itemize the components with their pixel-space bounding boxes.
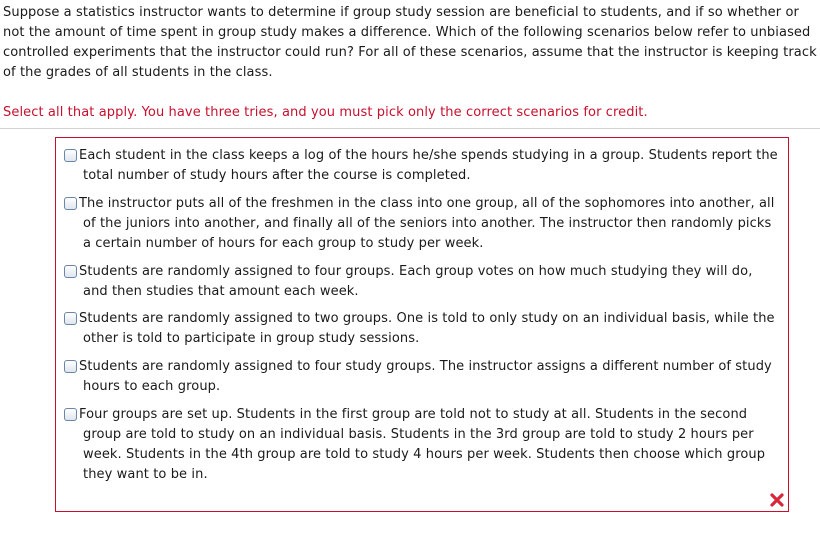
option-3-checkbox[interactable] [64,265,77,278]
instruction-text: Select all that apply. You have three tries, and you must pick only the correct scenarios for credit. [3,105,648,120]
option-2-checkbox[interactable] [64,197,77,210]
divider [0,128,820,129]
option-6-label: Four groups are set up. Students in the first group are told not to study at all. Students in the second group are told to study on an individual basis. Students in the 3rd group are told to study 2 hours per week. Students in the 4th group are told to study 4 hours per week. Students then choose which group they want to be in. [79,407,766,482]
option-6-checkbox[interactable] [64,408,77,421]
option-1[interactable] [64,146,780,186]
option-2[interactable] [64,194,780,254]
wrong-x-icon [770,493,784,507]
option-6[interactable] [64,405,780,485]
option-5[interactable] [64,357,780,397]
option-5-checkbox[interactable] [64,360,77,373]
option-4-checkbox[interactable] [64,312,77,325]
option-3[interactable] [64,262,780,302]
option-3-label: Students are randomly assigned to four groups. Each group votes on how much studying they will do, and then studies that amount each week. [79,264,753,299]
option-4-label: Students are randomly assigned to two groups. One is told to only study on an individual basis, while the other is told to participate in group study sessions. [79,311,775,346]
option-4[interactable] [64,309,780,349]
answer-options-box [55,137,789,512]
option-5-label: Students are randomly assigned to four study groups. The instructor assigns a different number of study hours to each group. [79,359,772,394]
question-text: Suppose a statistics instructor wants to determine if group study session are beneficial to students, and if so whether or not the amount of time spent in group study makes a difference. Which of the following scenarios below refer to unbiased controlled experiments that the instructor could run? For all of these scenarios, assume that the instructor is keeping track of the grades of all students in the class. [3,5,817,80]
option-1-checkbox[interactable] [64,149,77,162]
option-1-label: Each student in the class keeps a log of the hours he/she spends studying in a group. Students report the total number of study hours after the course is completed. [79,148,778,183]
option-2-label: The instructor puts all of the freshmen in the class into one group, all of the sophomores into another, all of the juniors into another, and finally all of the seniors into another. The instructor then randomly picks a certain number of hours for each group to study per week. [79,196,775,251]
